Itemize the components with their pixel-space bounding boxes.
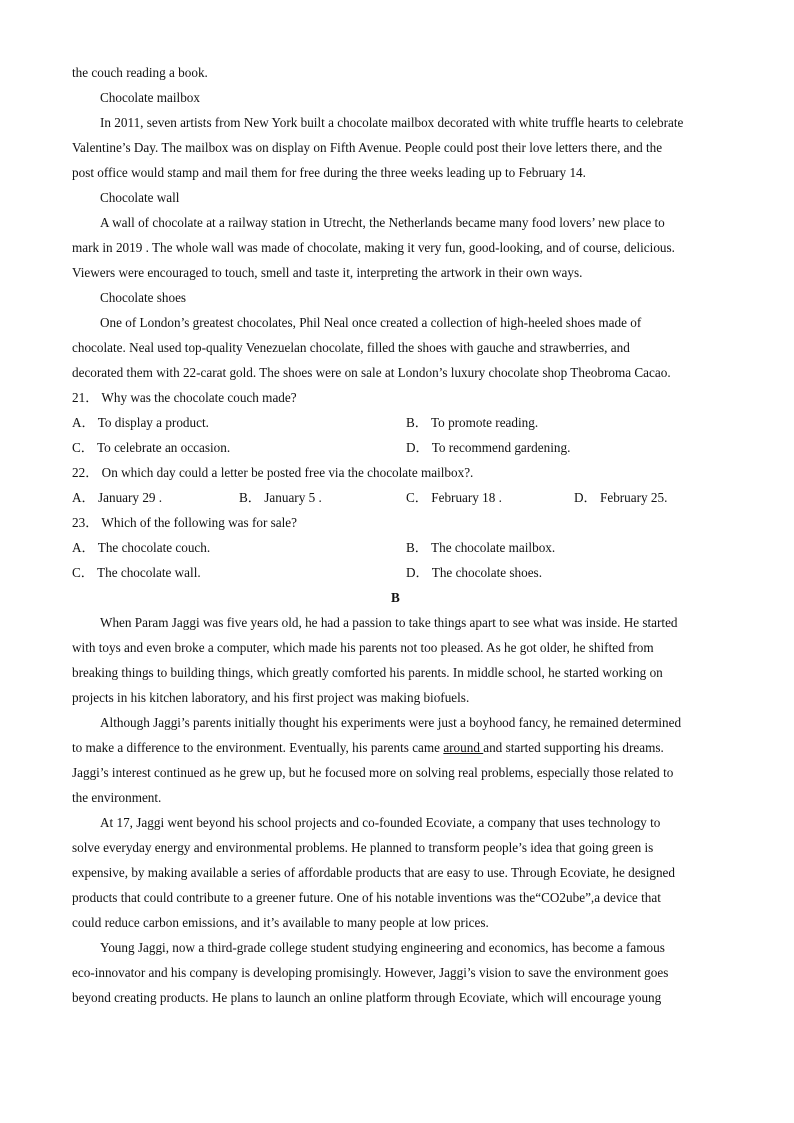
mailbox-line: Valentine’s Day. The mailbox was on display on Fifth Avenue. People could post their love letters there, and the (72, 140, 663, 155)
b-p1-line: When Param Jaggi was five years old, he had a passion to take things apart to see what was inside. He started (100, 615, 678, 630)
option-a: A． To display a product. (72, 415, 209, 430)
b-p2-text: and started supporting his dreams. (483, 740, 664, 755)
option-c: C． February 18 . (406, 490, 502, 505)
option-b: B． The chocolate mailbox. (406, 540, 556, 555)
b-p1-line: projects in his kitchen laboratory, and his first project was making biofuels. (72, 690, 470, 705)
option-d: D． To recommend gardening. (406, 440, 571, 455)
wall-line: mark in 2019 . The whole wall was made of chocolate, making it very fun, good-looking, and of course, delicious. (72, 240, 675, 255)
b-p2-line (72, 739, 664, 757)
b-p4-line: Young Jaggi, now a third-grade college student studying engineering and economics, has become a famous (100, 940, 665, 955)
b-p2-line: Although Jaggi’s parents initially thought his experiments were just a boyhood fancy, he remained determined (100, 715, 682, 730)
question-stem: 23． Which of the following was for sale? (72, 515, 297, 530)
wall-line: A wall of chocolate at a railway station in Utrecht, the Netherlands became many food lovers’ new place to (100, 215, 665, 230)
b-p1-line: with toys and even broke a computer, which made his parents not too pleased. As he got older, he shifted from (72, 640, 654, 655)
intro-tail: the couch reading a book. (72, 65, 208, 80)
b-p4-line: beyond creating products. He plans to launch an online platform through Ecoviate, which will encourage young (72, 990, 662, 1005)
b-p1-line: breaking things to building things, which greatly comforted his parents. In middle school, he started working on (72, 665, 663, 680)
shoes-heading: Chocolate shoes (100, 290, 187, 305)
b-p2-text: to make a difference to the environment. Eventually, his parents came (72, 740, 444, 755)
b-p3-line: solve everyday energy and environmental problems. He planned to transform people’s idea that going green is (72, 840, 654, 855)
b-p3-line: expensive, by making available a series of affordable products that are easy to use. Through Ecoviate, he designed (72, 865, 675, 880)
option-c: C． To celebrate an occasion. (72, 440, 231, 455)
underlined-word: around (443, 740, 484, 755)
option-b: B． To promote reading. (406, 415, 539, 430)
option-c: C． The chocolate wall. (72, 565, 201, 580)
shoes-line: chocolate. Neal used top-quality Venezuelan chocolate, filled the shoes with gauche and strawberries, and (72, 340, 630, 355)
b-p3-line: At 17, Jaggi went beyond his school projects and co-founded Ecoviate, a company that uses technology to (100, 815, 661, 830)
wall-line: Viewers were encouraged to touch, smell and taste it, interpreting the artwork in their own ways. (72, 265, 583, 280)
wall-heading: Chocolate wall (100, 190, 180, 205)
shoes-line: decorated them with 22-carat gold. The shoes were on sale at London’s luxury chocolate shop Theobroma Cacao. (72, 365, 671, 380)
question-stem: 22． On which day could a letter be posted free via the chocolate mailbox?. (72, 465, 474, 480)
b-p4-line: eco-innovator and his company is developing promisingly. However, Jaggi’s vision to save the environment goes (72, 965, 669, 980)
shoes-line: One of London’s greatest chocolates, Phil Neal once created a collection of high-heeled shoes made of (100, 315, 642, 330)
section-title: B (391, 590, 400, 605)
option-d: D． February 25. (574, 490, 668, 505)
option-a: A． January 29 . (72, 490, 163, 505)
b-p3-line: could reduce carbon emissions, and it’s available to many people at low prices. (72, 915, 489, 930)
b-p2-line: Jaggi’s interest continued as he grew up, but he focused more on solving real problems, especially those related to (72, 765, 674, 780)
b-p3-line: products that could contribute to a greener future. One of his notable inventions was the“CO2ube”,a device that (72, 890, 661, 905)
mailbox-heading: Chocolate mailbox (100, 90, 200, 105)
mailbox-line: post office would stamp and mail them for free during the three weeks leading up to February 14. (72, 165, 586, 180)
b-p2-line: the environment. (72, 790, 162, 805)
option-b: B． January 5 . (239, 490, 322, 505)
question-stem: 21． Why was the chocolate couch made? (72, 390, 297, 405)
mailbox-line: In 2011, seven artists from New York built a chocolate mailbox decorated with white truffle hearts to celebrate (100, 115, 684, 130)
option-d: D． The chocolate shoes. (406, 565, 542, 580)
option-a: A． The chocolate couch. (72, 540, 211, 555)
